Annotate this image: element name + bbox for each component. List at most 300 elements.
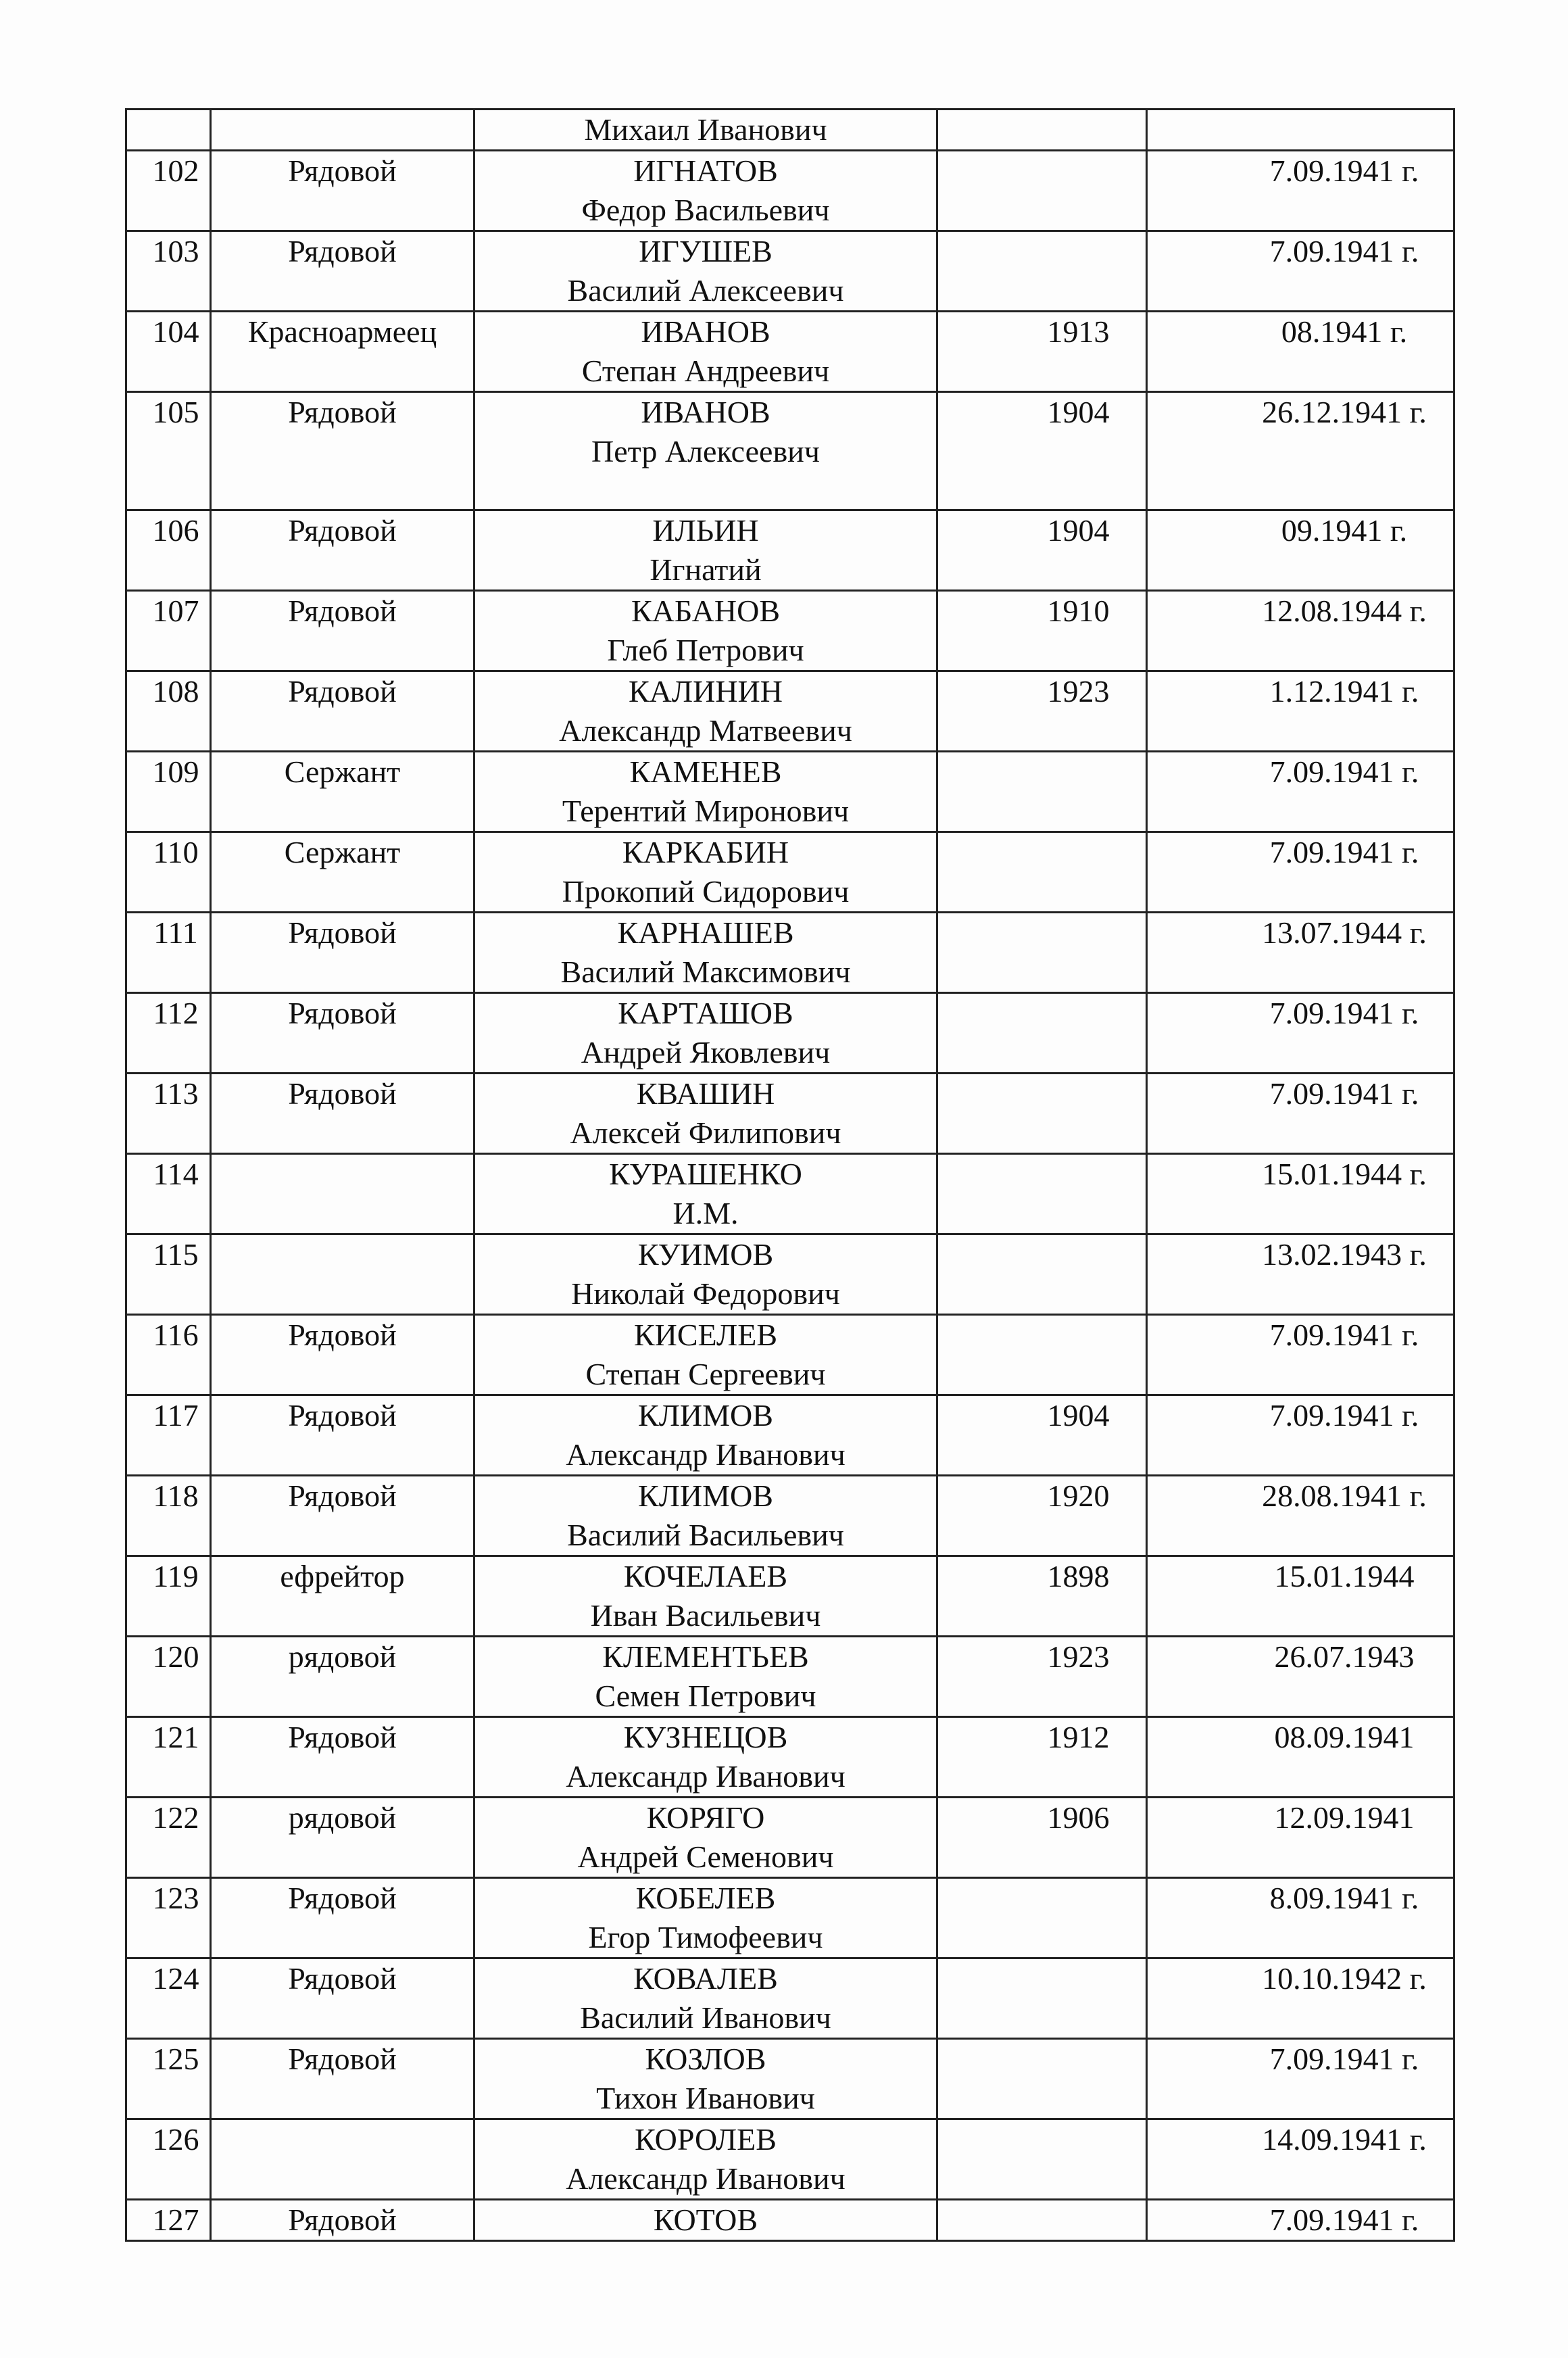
rank-cell <box>211 591 474 671</box>
rank-cell <box>211 1798 474 1878</box>
name-cell <box>474 110 937 151</box>
num-cell <box>126 392 211 510</box>
given-name: Василий Иванович <box>580 2000 831 2035</box>
rank-cell <box>211 392 474 510</box>
date-cell <box>1147 832 1454 913</box>
name-cell <box>474 752 937 832</box>
rank: Рядовой <box>288 513 397 548</box>
birth-year <box>1011 752 1146 792</box>
name-cell <box>474 1315 937 1395</box>
name-cell <box>474 1234 937 1315</box>
given-name: Семен Петрович <box>595 1679 816 1713</box>
surname: КЛИМОВ <box>638 1398 773 1433</box>
table-row <box>126 1637 1454 1717</box>
name-cell <box>474 671 937 752</box>
num-cell <box>126 832 211 913</box>
date-cell <box>1147 1958 1454 2039</box>
death-date: 08.1941 г. <box>1281 314 1408 349</box>
year-cell <box>937 671 1147 752</box>
surname: КАРТАШОВ <box>618 996 793 1030</box>
death-date: 7.09.1941 г. <box>1269 153 1419 188</box>
year-cell <box>937 1234 1147 1315</box>
death-date: 14.09.1941 г. <box>1262 2122 1427 2157</box>
birth-year <box>1011 1879 1146 1918</box>
num-cell <box>126 2200 211 2241</box>
birth-year <box>1011 1959 1146 1998</box>
rank-cell <box>211 110 474 151</box>
table-row <box>126 913 1454 993</box>
birth-year <box>1011 151 1146 191</box>
num-cell <box>126 671 211 752</box>
surname: КОЧЕЛАЕВ <box>623 1559 788 1593</box>
num-cell <box>126 1154 211 1234</box>
table-row <box>126 1395 1454 1476</box>
year-cell <box>937 231 1147 312</box>
surname: КВАШИН <box>636 1076 775 1111</box>
date-cell <box>1147 2119 1454 2200</box>
num-cell <box>126 993 211 1074</box>
rank: Рядовой <box>288 915 397 950</box>
given-name: Василий Алексеевич <box>567 273 844 308</box>
num-cell <box>126 1315 211 1395</box>
table-row <box>126 671 1454 752</box>
year-cell <box>937 2039 1147 2119</box>
death-date: 08.09.1941 <box>1274 1720 1415 1754</box>
date-cell <box>1147 591 1454 671</box>
surname: ИЛЬИН <box>652 513 759 548</box>
given-name: Степан Сергеевич <box>585 1357 826 1391</box>
given-name: Василий Васильевич <box>567 1518 844 1552</box>
rank: Рядовой <box>288 1318 397 1352</box>
row-number: 126 <box>152 2122 199 2157</box>
death-date: 12.08.1944 г. <box>1262 594 1427 628</box>
num-cell <box>126 2119 211 2200</box>
surname: КОТОВ <box>653 2203 758 2237</box>
year-cell <box>937 1476 1147 1556</box>
name-cell <box>474 1958 937 2039</box>
surname: ИГУШЕВ <box>639 234 773 268</box>
table-row <box>126 832 1454 913</box>
rank: Сержант <box>284 754 401 789</box>
date-cell <box>1147 1315 1454 1395</box>
row-number: 111 <box>153 915 198 950</box>
rank-cell <box>211 231 474 312</box>
name-cell <box>474 1074 937 1154</box>
year-cell <box>937 1637 1147 1717</box>
row-number: 109 <box>152 754 199 789</box>
row-number: 123 <box>152 1881 199 1915</box>
death-date: 28.08.1941 г. <box>1262 1478 1427 1513</box>
given-name: Игнатий <box>650 552 762 587</box>
row-number: 125 <box>152 2042 199 2076</box>
table-row <box>126 510 1454 591</box>
rank: Рядовой <box>288 1478 397 1513</box>
date-cell <box>1147 993 1454 1074</box>
year-cell <box>937 2119 1147 2200</box>
rank-cell <box>211 1637 474 1717</box>
year-cell <box>937 2200 1147 2241</box>
given-name: Александр Иванович <box>566 1437 846 1472</box>
table-row-continued <box>126 110 1454 151</box>
given-name: Андрей Семенович <box>577 1839 834 1874</box>
date-cell <box>1147 1234 1454 1315</box>
birth-year <box>1011 2200 1146 2240</box>
row-number: 127 <box>152 2203 199 2237</box>
table-row <box>126 993 1454 1074</box>
given-name: Михаил Иванович <box>584 112 827 147</box>
roster-table <box>125 108 1455 2242</box>
name-cell <box>474 312 937 392</box>
rank: Рядовой <box>288 2203 397 2237</box>
birth-year <box>1011 833 1146 872</box>
date-cell <box>1147 510 1454 591</box>
row-number: 119 <box>153 1559 199 1593</box>
surname: КОБЕЛЕВ <box>635 1881 776 1915</box>
name-cell <box>474 2119 937 2200</box>
date-cell <box>1147 2200 1454 2241</box>
death-date: 7.09.1941 г. <box>1269 754 1419 789</box>
rank: Рядовой <box>288 1720 397 1754</box>
name-cell <box>474 1556 937 1637</box>
num-cell <box>126 591 211 671</box>
birth-year: 1913 <box>1047 314 1110 349</box>
rank-cell <box>211 2200 474 2241</box>
year-cell <box>937 1556 1147 1637</box>
name-cell <box>474 1476 937 1556</box>
death-date: 26.07.1943 <box>1274 1639 1415 1674</box>
surname: КОВАЛЕВ <box>633 1961 778 1996</box>
rank: рядовой <box>288 1800 397 1835</box>
birth-year: 1904 <box>1047 513 1110 548</box>
year-cell <box>937 993 1147 1074</box>
table-row <box>126 312 1454 392</box>
num-cell <box>126 1798 211 1878</box>
given-name: Федор Васильевич <box>581 193 830 227</box>
rank: Рядовой <box>288 395 397 429</box>
rank: Рядовой <box>288 1076 397 1111</box>
rank <box>212 1235 473 1274</box>
table-row <box>126 1717 1454 1798</box>
rank: Рядовой <box>288 153 397 188</box>
year-cell <box>937 1395 1147 1476</box>
surname: КОРОЛЕВ <box>635 2122 777 2157</box>
rank-cell <box>211 1878 474 1958</box>
date-cell <box>1147 1074 1454 1154</box>
rank: ефрейтор <box>280 1559 405 1593</box>
surname: КИСЕЛЕВ <box>633 1318 778 1352</box>
given-name: Александр Иванович <box>566 1759 846 1794</box>
row-number: 117 <box>153 1398 199 1433</box>
death-date: 8.09.1941 г. <box>1269 1881 1419 1915</box>
table-row <box>126 2039 1454 2119</box>
table-row <box>126 1556 1454 1637</box>
surname: ИВАНОВ <box>641 395 770 429</box>
birth-year: 1906 <box>1047 1800 1110 1835</box>
row-number: 116 <box>153 1318 199 1352</box>
rank: Рядовой <box>288 1881 397 1915</box>
birth-year <box>1011 1235 1146 1274</box>
given-name: Тихон Иванович <box>596 2081 815 2115</box>
name-cell <box>474 1637 937 1717</box>
surname: КАЛИНИН <box>629 674 783 708</box>
num-cell <box>126 510 211 591</box>
rank: Сержант <box>284 835 401 869</box>
row-number: 107 <box>152 594 199 628</box>
date-cell <box>1147 1154 1454 1234</box>
roster-body <box>126 110 1454 2241</box>
surname: КУРАШЕНКО <box>609 1157 802 1191</box>
year-cell <box>937 151 1147 231</box>
birth-year <box>1011 994 1146 1033</box>
death-date: 7.09.1941 г. <box>1269 835 1419 869</box>
given-name: Иван Васильевич <box>590 1598 821 1633</box>
rank-cell <box>211 993 474 1074</box>
table-row <box>126 1234 1454 1315</box>
given-name: Глеб Петрович <box>607 633 804 667</box>
death-date: 09.1941 г. <box>1281 513 1408 548</box>
death-date: 1.12.1941 г. <box>1269 674 1419 708</box>
rank: рядовой <box>288 1639 397 1674</box>
year-cell <box>937 110 1147 151</box>
rank: Рядовой <box>288 594 397 628</box>
name-cell <box>474 510 937 591</box>
date-cell <box>1147 1556 1454 1637</box>
num-cell <box>126 110 211 151</box>
table-row <box>126 1798 1454 1878</box>
rank-cell <box>211 671 474 752</box>
rank-cell <box>211 832 474 913</box>
date-cell <box>1147 392 1454 510</box>
year-cell <box>937 1074 1147 1154</box>
row-number: 122 <box>152 1800 199 1835</box>
name-cell <box>474 1878 937 1958</box>
rank: Рядовой <box>288 1398 397 1433</box>
table-row <box>126 2119 1454 2200</box>
table-row <box>126 1958 1454 2039</box>
date-cell <box>1147 1717 1454 1798</box>
rank-cell <box>211 752 474 832</box>
birth-year: 1923 <box>1047 1639 1110 1674</box>
rank <box>212 1155 473 1194</box>
death-date: 15.01.1944 <box>1274 1559 1415 1593</box>
num-cell <box>126 1234 211 1315</box>
rank-cell <box>211 1074 474 1154</box>
table-row <box>126 1878 1454 1958</box>
death-date: 7.09.1941 г. <box>1269 1318 1419 1352</box>
row-number: 118 <box>153 1478 199 1513</box>
num-cell <box>126 1717 211 1798</box>
table-row <box>126 1154 1454 1234</box>
given-name: Николай Федорович <box>571 1276 840 1311</box>
death-date: 12.09.1941 <box>1274 1800 1415 1835</box>
birth-year <box>1011 2040 1146 2079</box>
date-cell <box>1147 1878 1454 1958</box>
num-cell <box>126 1074 211 1154</box>
rank-cell <box>211 913 474 993</box>
given-name: Петр Алексеевич <box>591 434 820 468</box>
name-cell <box>474 591 937 671</box>
date-cell <box>1147 752 1454 832</box>
birth-year: 1910 <box>1047 594 1110 628</box>
death-date: 7.09.1941 г. <box>1269 1076 1419 1111</box>
row-number: 102 <box>152 153 199 188</box>
name-cell <box>474 231 937 312</box>
birth-year <box>1011 913 1146 953</box>
num-cell <box>126 1395 211 1476</box>
rank: Рядовой <box>288 996 397 1030</box>
num-cell <box>126 1637 211 1717</box>
row-number: 106 <box>152 513 199 548</box>
name-cell <box>474 1798 937 1878</box>
table-row <box>126 151 1454 231</box>
death-date: 26.12.1941 г. <box>1262 395 1427 429</box>
birth-year <box>1011 1155 1146 1194</box>
num-cell <box>126 151 211 231</box>
given-name: Егор Тимофеевич <box>588 1920 823 1954</box>
year-cell <box>937 1878 1147 1958</box>
given-name: Андрей Яковлевич <box>581 1035 831 1069</box>
row-number: 120 <box>152 1639 199 1674</box>
year-cell <box>937 510 1147 591</box>
given-name: Степан Андреевич <box>581 354 830 388</box>
year-cell <box>937 913 1147 993</box>
rank-cell <box>211 1556 474 1637</box>
year-cell <box>937 832 1147 913</box>
birth-year: 1898 <box>1047 1559 1110 1593</box>
year-cell <box>937 752 1147 832</box>
date-cell <box>1147 671 1454 752</box>
birth-year: 1920 <box>1047 1478 1110 1513</box>
given-name: Василий Максимович <box>560 955 851 989</box>
given-name: Алексей Филипович <box>570 1115 841 1150</box>
surname: КУЗНЕЦОВ <box>623 1720 788 1754</box>
rank: Рядовой <box>288 234 397 268</box>
date-cell <box>1147 110 1454 151</box>
name-cell <box>474 392 937 510</box>
num-cell <box>126 913 211 993</box>
rank <box>212 2120 473 2159</box>
row-number: 108 <box>152 674 199 708</box>
given-name: Терентий Миронович <box>562 794 850 828</box>
num-cell <box>126 1958 211 2039</box>
rank-cell <box>211 1154 474 1234</box>
year-cell <box>937 392 1147 510</box>
surname: КОЗЛОВ <box>645 2042 766 2076</box>
row-number: 114 <box>153 1157 199 1191</box>
surname: КАРКАБИН <box>622 835 789 869</box>
surname: КУИМОВ <box>637 1237 774 1272</box>
birth-year <box>1011 232 1146 271</box>
birth-year <box>1011 2120 1146 2159</box>
date-cell <box>1147 913 1454 993</box>
given-name: И.М. <box>672 1196 739 1230</box>
death-date: 7.09.1941 г. <box>1269 2203 1419 2237</box>
death-date: 10.10.1942 г. <box>1262 1961 1427 1996</box>
table-row <box>126 231 1454 312</box>
death-date: 13.02.1943 г. <box>1262 1237 1427 1272</box>
row-number: 113 <box>153 1076 199 1111</box>
rank-cell <box>211 1395 474 1476</box>
given-name: Александр Матвеевич <box>559 713 852 748</box>
name-cell <box>474 2200 937 2241</box>
num-cell <box>126 231 211 312</box>
rank-cell <box>211 2119 474 2200</box>
row-number: 124 <box>152 1961 199 1996</box>
birth-year: 1923 <box>1047 674 1110 708</box>
birth-year <box>1011 1074 1146 1113</box>
birth-year: 1904 <box>1047 1398 1110 1433</box>
year-cell <box>937 591 1147 671</box>
table-row <box>126 392 1454 510</box>
surname: КАБАНОВ <box>631 594 781 628</box>
rank-cell <box>211 2039 474 2119</box>
death-date: 7.09.1941 г. <box>1269 2042 1419 2076</box>
year-cell <box>937 1798 1147 1878</box>
surname: КАМЕНЕВ <box>629 754 782 789</box>
surname: КЛИМОВ <box>638 1478 773 1513</box>
surname: КАРНАШЕВ <box>617 915 794 950</box>
year-cell <box>937 1717 1147 1798</box>
date-cell <box>1147 1798 1454 1878</box>
name-cell <box>474 1154 937 1234</box>
table-row <box>126 752 1454 832</box>
date-cell <box>1147 2039 1454 2119</box>
row-number: 121 <box>152 1720 199 1754</box>
death-date: 7.09.1941 г. <box>1269 996 1419 1030</box>
row-number: 104 <box>152 314 199 349</box>
death-date: 7.09.1941 г. <box>1269 1398 1419 1433</box>
num-cell <box>126 1556 211 1637</box>
row-number: 105 <box>152 395 199 429</box>
year-cell <box>937 312 1147 392</box>
date-cell <box>1147 231 1454 312</box>
death-date: 13.07.1944 г. <box>1262 915 1427 950</box>
num-cell <box>126 1878 211 1958</box>
name-cell <box>474 832 937 913</box>
rank-cell <box>211 312 474 392</box>
table-row-last <box>126 2200 1454 2241</box>
date-cell <box>1147 151 1454 231</box>
death-date: 7.09.1941 г. <box>1269 234 1419 268</box>
rank-cell <box>211 1717 474 1798</box>
num-cell <box>126 312 211 392</box>
surname: КОРЯГО <box>646 1800 765 1835</box>
birth-year <box>1011 1316 1146 1355</box>
name-cell <box>474 151 937 231</box>
rank-cell <box>211 1476 474 1556</box>
num-cell <box>126 2039 211 2119</box>
surname: ИГНАТОВ <box>633 153 778 188</box>
year-cell <box>937 1958 1147 2039</box>
table-row <box>126 591 1454 671</box>
rank-cell <box>211 1958 474 2039</box>
date-cell <box>1147 1637 1454 1717</box>
rank: Рядовой <box>288 1961 397 1996</box>
name-cell <box>474 1717 937 1798</box>
rank-cell <box>211 510 474 591</box>
rank-cell <box>211 1315 474 1395</box>
date-cell <box>1147 1395 1454 1476</box>
given-name: Прокопий Сидорович <box>562 874 850 909</box>
name-cell <box>474 2039 937 2119</box>
rank-cell <box>211 151 474 231</box>
rank-cell <box>211 1234 474 1315</box>
name-cell <box>474 993 937 1074</box>
rank: Красноармеец <box>247 314 437 349</box>
row-number: 103 <box>152 234 199 268</box>
num-cell <box>126 1476 211 1556</box>
year-cell <box>937 1154 1147 1234</box>
